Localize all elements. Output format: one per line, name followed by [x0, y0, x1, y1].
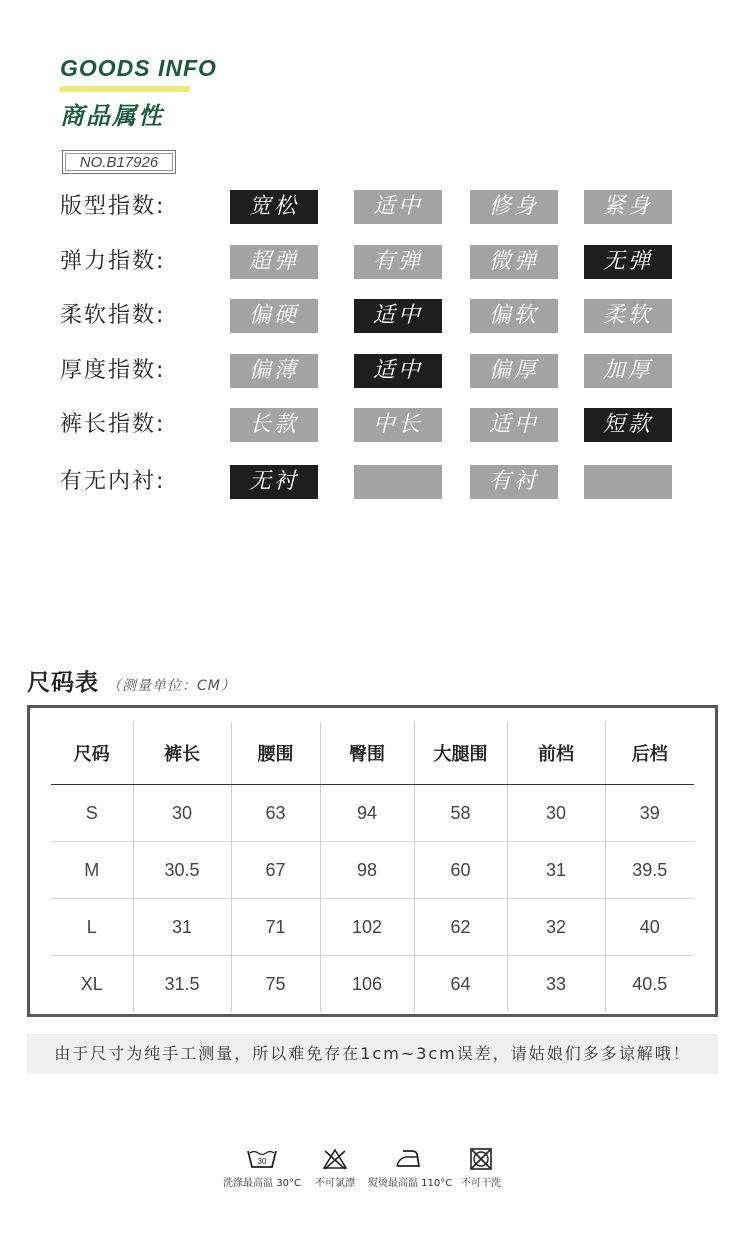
attr-softness-option: 适中 [354, 299, 442, 333]
column-header: 后档 [605, 722, 694, 785]
iron-low-icon [394, 1148, 422, 1170]
care-item-wash [222, 1148, 302, 1189]
care-label: 不可氯漂 [315, 1178, 355, 1189]
size-chart-header-row [51, 722, 694, 785]
attr-fit-option: 修身 [470, 190, 558, 224]
table-cell: 98 [320, 842, 414, 899]
attr-thickness-option: 适中 [354, 354, 442, 388]
care-label: 不可干洗 [461, 1178, 501, 1189]
size-chart-box [27, 705, 718, 1017]
care-label: 熨烫最高温 110°C [368, 1178, 453, 1189]
attr-length-option: 中长 [354, 408, 442, 442]
attr-label-elasticity: 弹力指数: [60, 249, 166, 274]
attr-length-option: 短款 [584, 408, 672, 442]
table-cell: 64 [414, 956, 507, 1013]
table-row [51, 842, 694, 899]
attr-label-fit: 版型指数: [60, 194, 166, 219]
attr-elasticity-option: 超弹 [230, 245, 318, 279]
table-cell: 62 [414, 899, 507, 956]
table-cell: L [51, 899, 133, 956]
table-cell: 71 [231, 899, 320, 956]
table-cell: 30 [507, 785, 605, 842]
attr-elasticity-option: 微弹 [470, 245, 558, 279]
size-chart-title-text: 尺码表 [27, 670, 99, 696]
attr-lining-option: 无衬 [230, 465, 318, 499]
attr-label-length: 裤长指数: [60, 412, 166, 437]
care-item-dryclean [441, 1148, 521, 1189]
goods-info-subtitle: 商品属性 [60, 102, 164, 130]
wash-temp-text: 30 [257, 1157, 267, 1166]
column-header: 臀围 [320, 722, 414, 785]
table-cell: S [51, 785, 133, 842]
table-cell: 40.5 [605, 956, 694, 1013]
attr-thickness-option: 偏厚 [470, 354, 558, 388]
attr-thickness-option: 偏薄 [230, 354, 318, 388]
table-cell: 58 [414, 785, 507, 842]
column-header: 腰围 [231, 722, 320, 785]
attr-fit-option: 宽松 [230, 190, 318, 224]
table-cell: 30.5 [133, 842, 231, 899]
attr-lining-option [584, 465, 672, 499]
size-chart-table [51, 722, 694, 1012]
attr-fit-option: 紧身 [584, 190, 672, 224]
table-cell: 31.5 [133, 956, 231, 1013]
size-chart-title [27, 664, 236, 697]
no-bleach-icon [322, 1148, 348, 1170]
table-row [51, 785, 694, 842]
size-chart-unit-note: （测量单位：CM） [107, 678, 236, 694]
attr-lining-option [354, 465, 442, 499]
table-cell: 39 [605, 785, 694, 842]
attr-thickness-option: 加厚 [584, 354, 672, 388]
column-header: 尺码 [51, 722, 133, 785]
care-item-bleach [295, 1148, 375, 1189]
table-cell: XL [80, 973, 103, 994]
table-cell: 60 [414, 842, 507, 899]
attr-elasticity-option: 无弹 [584, 245, 672, 279]
table-cell: 40 [605, 899, 694, 956]
measurement-note: 由于尺寸为纯手工测量，所以难免存在1cm~3cm误差，请姑娘们多多谅解哦！ [27, 1034, 718, 1074]
table-cell: 30 [133, 785, 231, 842]
table-cell: 75 [231, 956, 320, 1013]
table-cell: 94 [320, 785, 414, 842]
attr-lining-option: 有衬 [470, 465, 558, 499]
attr-length-option: 长款 [230, 408, 318, 442]
attr-elasticity-option: 有弹 [354, 245, 442, 279]
care-label: 洗涤最高温 30°C [223, 1178, 301, 1189]
table-cell: 31 [133, 899, 231, 956]
attr-label-lining: 有无内衬: [60, 469, 166, 494]
table-cell: 102 [320, 899, 414, 956]
table-cell: 31 [507, 842, 605, 899]
table-cell: 39.5 [605, 842, 694, 899]
no-dry-clean-icon [469, 1148, 493, 1170]
attr-softness-option: 柔软 [584, 299, 672, 333]
table-cell: 67 [231, 842, 320, 899]
table-row [51, 899, 694, 956]
column-header: 前档 [507, 722, 605, 785]
wash-30-icon [247, 1148, 277, 1170]
attr-label-thickness: 厚度指数: [60, 358, 166, 383]
table-cell: 32 [507, 899, 605, 956]
attr-label-softness: 柔软指数: [60, 303, 166, 328]
goods-info-title: GOODS INFO [60, 55, 217, 81]
column-header: 裤长 [133, 722, 231, 785]
title-accent-bar [60, 86, 190, 92]
attr-length-option: 适中 [470, 408, 558, 442]
attr-fit-option: 适中 [354, 190, 442, 224]
attr-softness-option: 偏硬 [230, 299, 318, 333]
table-row [51, 956, 694, 1013]
item-number-badge: NO.B17926 [62, 150, 176, 174]
care-item-iron [368, 1148, 453, 1189]
attr-softness-option: 偏软 [470, 299, 558, 333]
column-header: 大腿围 [414, 722, 507, 785]
table-cell: 63 [231, 785, 320, 842]
table-cell: 106 [320, 956, 414, 1013]
table-cell: M [51, 842, 133, 899]
table-cell: 33 [507, 956, 605, 1013]
